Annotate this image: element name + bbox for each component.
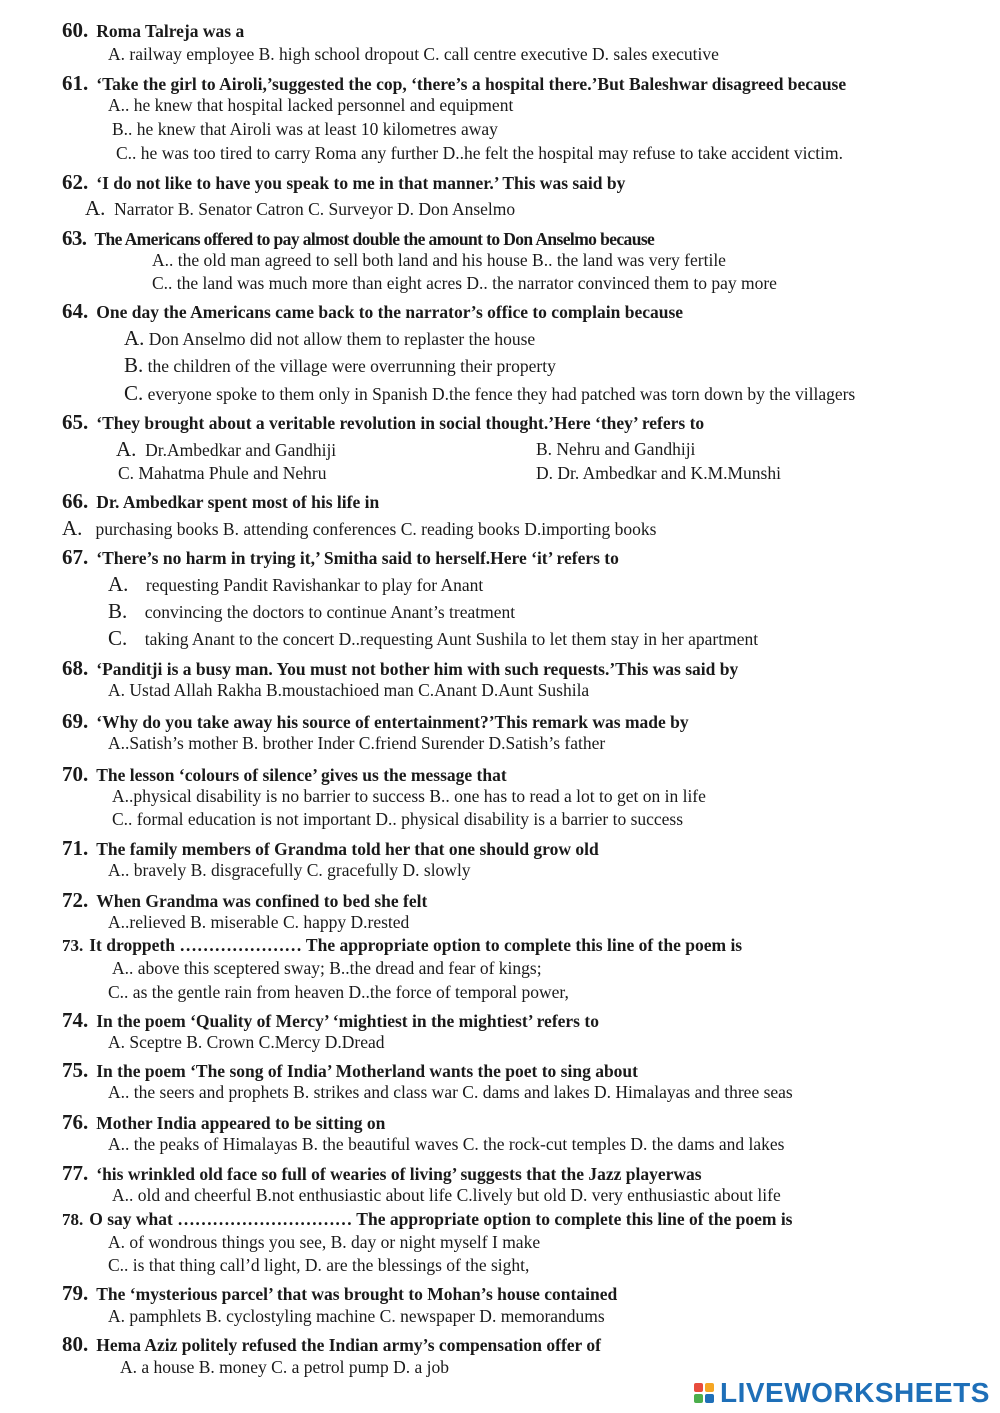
question-text: 71. The family members of Grandma told her that one should grow old: [62, 836, 599, 860]
question-text: 77. ‘his wrinkled old face so full of wearies of living’ suggests that the Jazz playerwas: [62, 1161, 702, 1185]
question-number: 76.: [62, 1110, 89, 1134]
answer-options-c-d: C.. as the gentle rain from heaven D..the force of temporal power,: [108, 982, 569, 1002]
answer-option-c-d: C. taking Anant to the concert D..requesting Aunt Sushila to let them stay in her apartment: [108, 626, 759, 650]
answer-options: A..Satish’s mother B. brother Inder C.friend Surender D.Satish’s father: [108, 733, 606, 753]
answer-options-c-d: C.. formal education is not important D.. physical disability is a barrier to success: [112, 809, 684, 829]
question-number: 60.: [62, 18, 89, 42]
answer-options: A. Ustad Allah Rakha B.moustachioed man C.Anant D.Aunt Sushila: [108, 680, 590, 700]
answer-option-a: A. requesting Pandit Ravishankar to play for Anant: [108, 572, 484, 596]
question-number: 75.: [62, 1058, 89, 1082]
question-number: 61.: [62, 71, 89, 95]
answer-option-d: D. Dr. Ambedkar and K.M.Munshi: [536, 463, 781, 483]
answer-options: A. purchasing books B. attending conferences C. reading books D.importing books: [62, 516, 657, 540]
question-text: 72. When Grandma was confined to bed she felt: [62, 888, 428, 912]
question-number: 65.: [62, 410, 89, 434]
answer-options-a-b: A.. the old man agreed to sell both land and his house B.. the land was very fertile: [152, 250, 726, 270]
answer-options: A.. the seers and prophets B. strikes and class war C. dams and lakes D. Himalayas and three seas: [108, 1082, 793, 1102]
answer-options: A. a house B. money C. a petrol pump D. a job: [120, 1357, 450, 1377]
question-text: 80. Hema Aziz politely refused the Indian army’s compensation offer of: [62, 1332, 601, 1356]
answer-option-c: C. Mahatma Phule and Nehru: [118, 463, 327, 483]
question-text: 68. ‘Panditji is a busy man. You must not bother him with such requests.’This was said by: [62, 656, 739, 680]
question-number: 64.: [62, 299, 89, 323]
answer-options: A.. the peaks of Himalayas B. the beautiful waves C. the rock-cut temples D. the dams and lakes: [108, 1134, 785, 1154]
answer-options-a-b: A. of wondrous things you see, B. day or night myself I make: [108, 1232, 541, 1252]
question-text: 65. ‘They brought about a veritable revolution in social thought.’Here ‘they’ refers to: [62, 410, 705, 434]
question-number: 69.: [62, 709, 89, 733]
question-number: 80.: [62, 1332, 89, 1356]
answer-option-a: A.. he knew that hospital lacked personnel and equipment: [108, 95, 514, 115]
answer-options: A. Narrator B. Senator Catron C. Surveyor D. Don Anselmo: [85, 196, 516, 220]
question-text: 70. The lesson ‘colours of silence’ gives us the message that: [62, 762, 507, 786]
question-text: 61. ‘Take the girl to Airoli,’suggested the cop, ‘there’s a hospital there.’But Baleshwar disagreed because: [62, 71, 847, 95]
answer-options-a-b: A..physical disability is no barrier to success B.. one has to read a lot to get on in life: [112, 786, 706, 806]
question-text: 64. One day the Americans came back to the narrator’s office to complain because: [62, 299, 684, 323]
question-number: 73.: [62, 936, 84, 955]
answer-options: A. pamphlets B. cyclostyling machine C. newspaper D. memorandums: [108, 1306, 605, 1326]
question-number: 71.: [62, 836, 89, 860]
answer-options: A. Sceptre B. Crown C.Mercy D.Dread: [108, 1032, 385, 1052]
liveworksheets-logo[interactable]: [694, 1378, 990, 1408]
question-number: 70.: [62, 762, 89, 786]
question-text: 62. ‘I do not like to have you speak to me in that manner.’ This was said by: [62, 170, 626, 194]
answer-options: A. railway employee B. high school dropout C. call centre executive D. sales executive: [108, 44, 719, 64]
question-text: 60. Roma Talreja was a: [62, 18, 245, 42]
question-number: 79.: [62, 1281, 89, 1305]
question-number: 66.: [62, 489, 89, 513]
question-number: 72.: [62, 888, 89, 912]
question-text: 74. In the poem ‘Quality of Mercy’ ‘mightiest in the mightiest’ refers to: [62, 1008, 599, 1032]
question-text: 75. In the poem ‘The song of India’ Motherland wants the poet to sing about: [62, 1058, 638, 1082]
answer-option-a: A. Dr.Ambedkar and Gandhiji: [116, 437, 337, 461]
question-text: 76. Mother India appeared to be sitting on: [62, 1110, 386, 1134]
question-text: 79. The ‘mysterious parcel’ that was brought to Mohan’s house contained: [62, 1281, 618, 1305]
question-text: 63. The Americans offered to pay almost double the amount to Don Anselmo because: [62, 226, 655, 250]
answer-options: A..relieved B. miserable C. happy D.rested: [108, 912, 410, 932]
question-number: 62.: [62, 170, 89, 194]
question-number: 68.: [62, 656, 89, 680]
question-text: 66. Dr. Ambedkar spent most of his life in: [62, 489, 380, 513]
question-number: 78.: [62, 1210, 84, 1229]
answer-options-a-b: A.. above this sceptered sway; B..the dread and fear of kings;: [112, 958, 542, 978]
question-number: 67.: [62, 545, 89, 569]
question-number: 77.: [62, 1161, 89, 1185]
liveworksheets-logo-icon: [694, 1383, 714, 1403]
answer-option-c-d: C.. he was too tired to carry Roma any further D..he felt the hospital may refuse to take accident victim.: [116, 143, 843, 163]
answer-option-a: A. Don Anselmo did not allow them to replaster the house: [124, 326, 536, 350]
answer-option-b: B. Nehru and Gandhiji: [536, 439, 696, 459]
question-number: 63.: [62, 226, 87, 250]
answer-options-c-d: C.. the land was much more than eight acres D.. the narrator convinced them to pay more: [152, 273, 777, 293]
answer-option-c-d: C. everyone spoke to them only in Spanish D.the fence they had patched was torn down by the villagers: [124, 381, 856, 405]
logo-text: LIVEWORKSHEETS: [720, 1377, 990, 1408]
answer-option-b: B. convincing the doctors to continue Anant’s treatment: [108, 599, 516, 623]
question-text: 67. ‘There’s no harm in trying it,’ Smitha said to herself.Here ‘it’ refers to: [62, 545, 619, 569]
answer-options: A.. bravely B. disgracefully C. gracefully D. slowly: [108, 860, 471, 880]
answer-option-b: B. the children of the village were overrunning their property: [124, 353, 556, 377]
question-text: 73. It droppeth ………………… The appropriate option to complete this line of the poem is: [62, 935, 743, 955]
answer-option-b: B.. he knew that Airoli was at least 10 kilometres away: [112, 119, 498, 139]
question-text: 69. ‘Why do you take away his source of entertainment?’This remark was made by: [62, 709, 689, 733]
answer-options: A.. old and cheerful B.not enthusiastic about life C.lively but old D. very enthusiastic about life: [112, 1185, 781, 1205]
answer-options-c-d: C.. is that thing call’d light, D. are the blessings of the sight,: [108, 1255, 530, 1275]
question-number: 74.: [62, 1008, 89, 1032]
question-text: 78. O say what ………………………… The appropriate option to complete this line of the poem is: [62, 1209, 793, 1229]
